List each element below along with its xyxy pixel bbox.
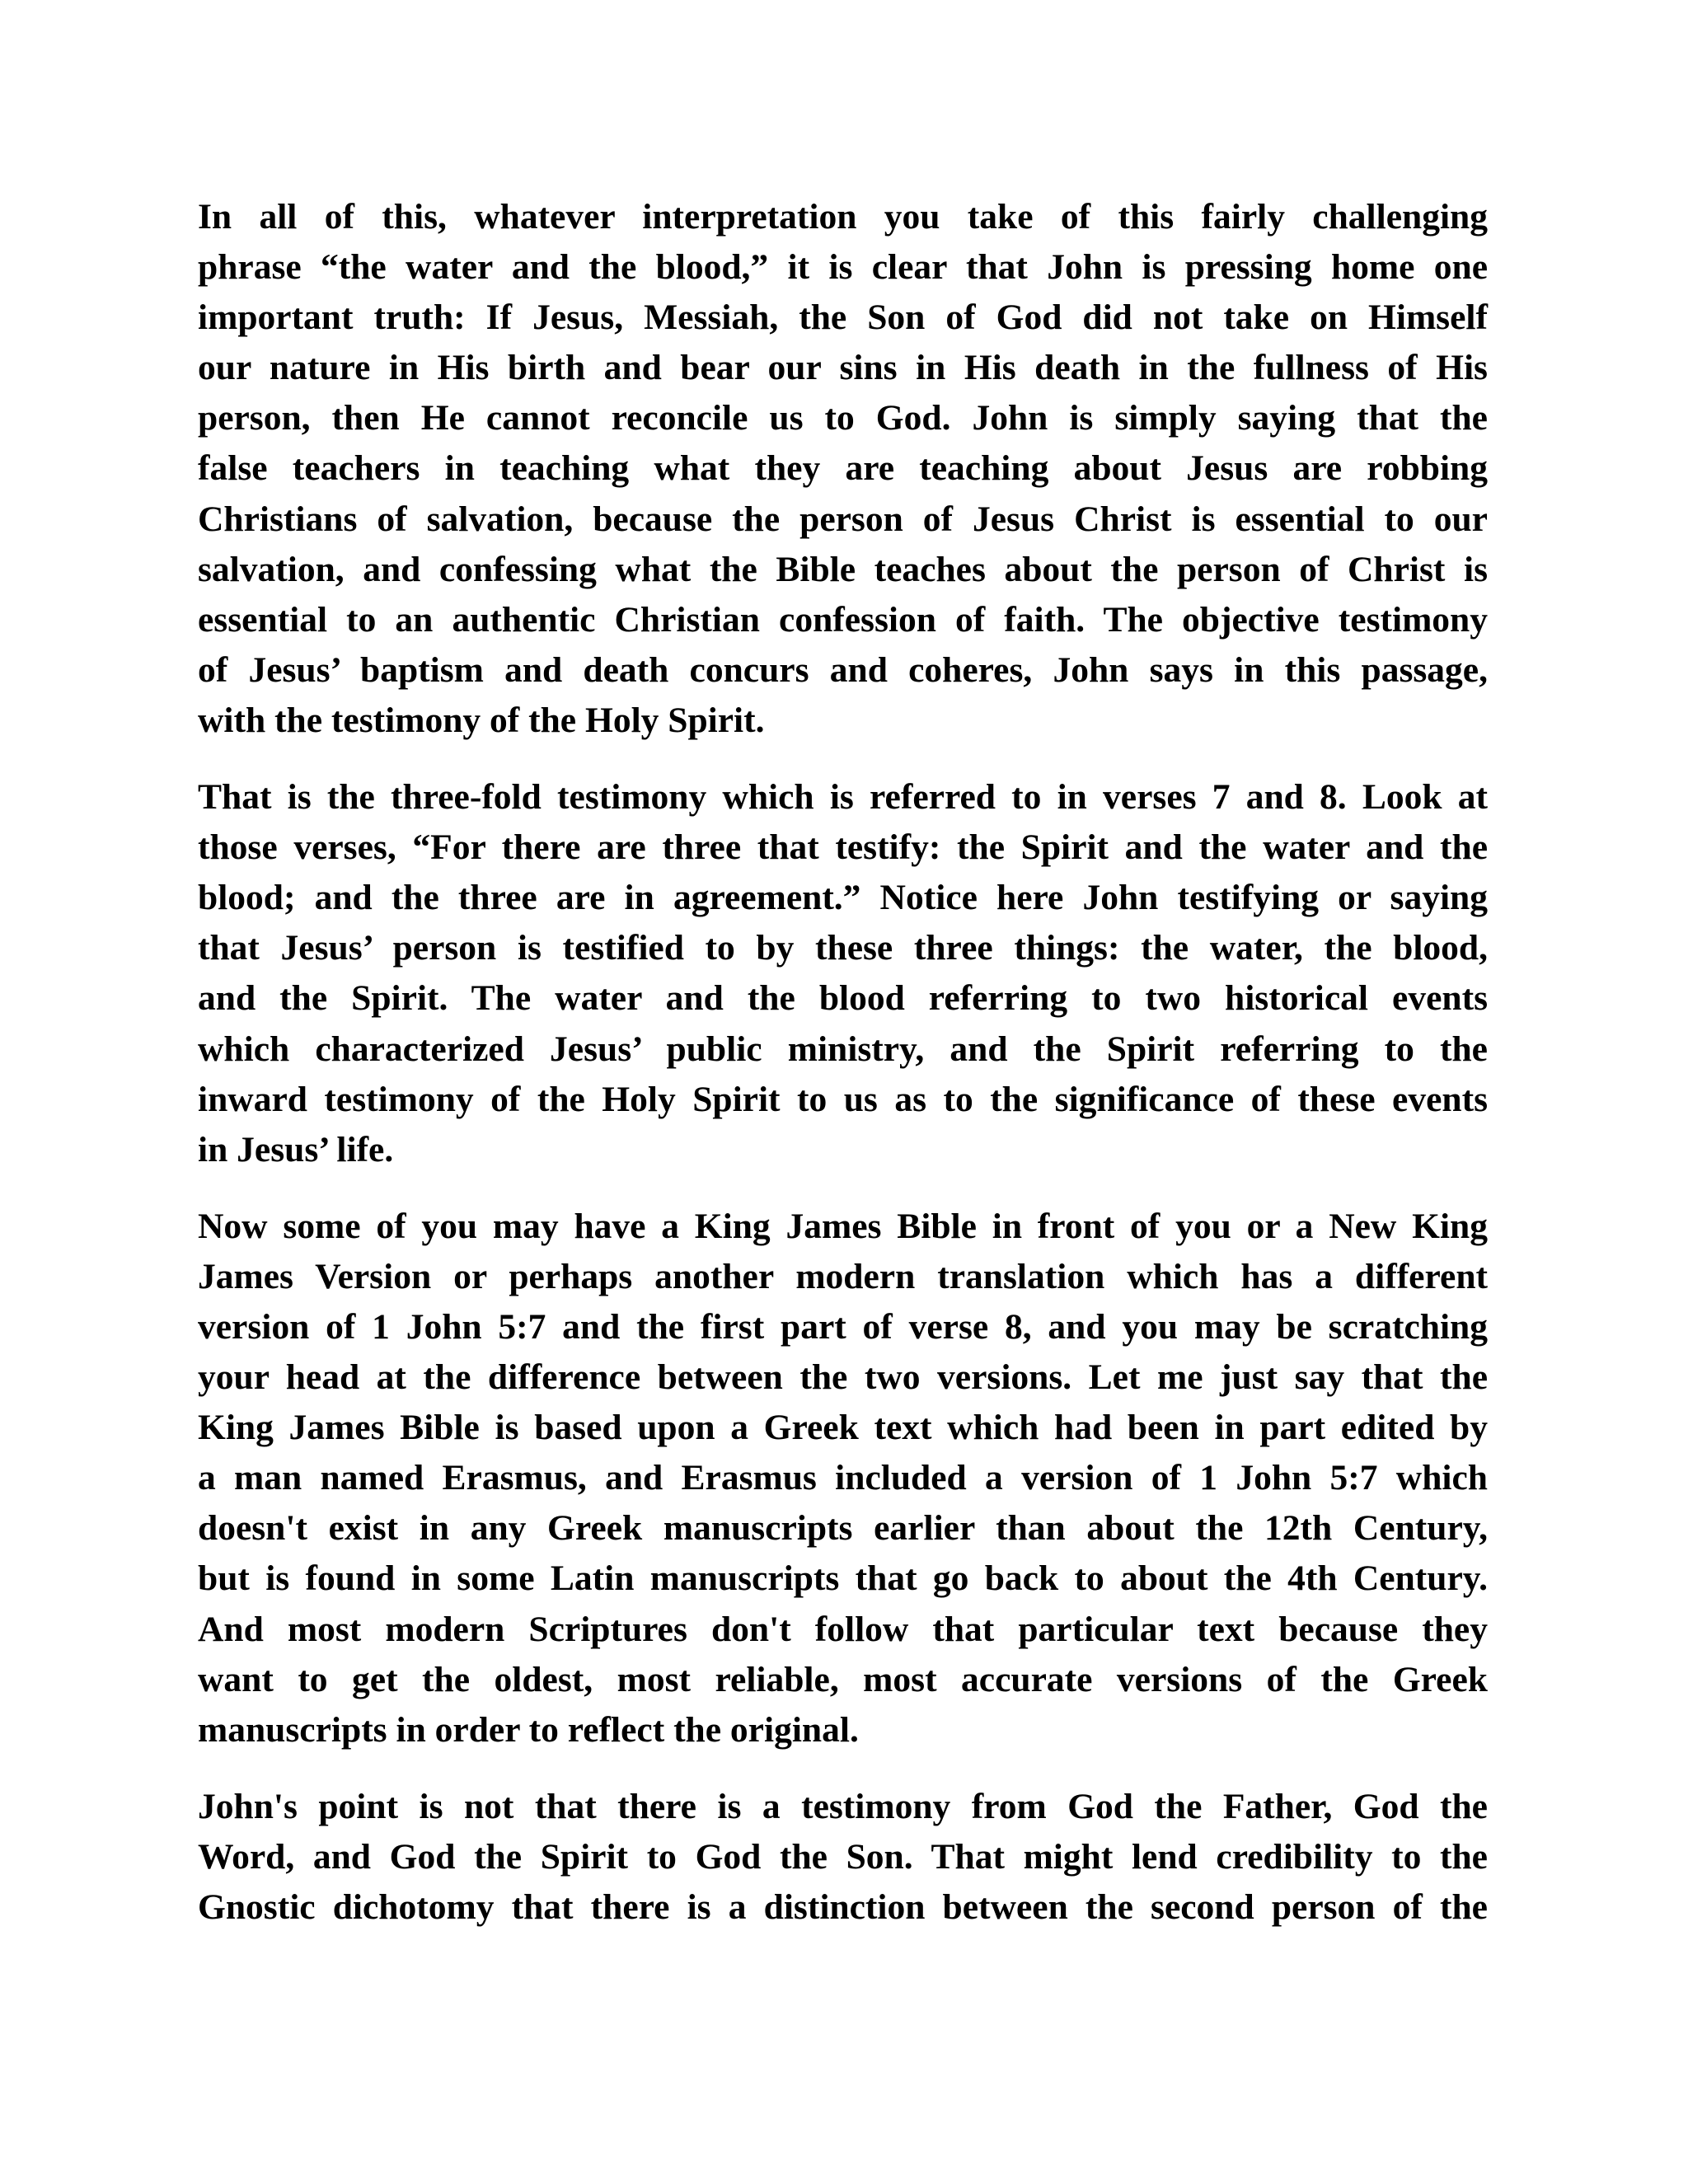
text-line: and the Spirit. The water and the blood referring to two historical events [198,978,1488,1019]
text-line: And most modern Scriptures don't follow that particular text because they [198,1609,1488,1649]
paragraph-3 [198,1202,1488,1755]
text-line: inward testimony of the Holy Spirit to us as to the significance of these events [198,1079,1488,1119]
text-line: important truth: If Jesus, Messiah, the Son of God did not take on Himself [198,298,1488,338]
document-body [198,192,1488,1959]
text-line: Now some of you may have a King James Bible in front of you or a New King [198,1206,1488,1246]
text-line: Christians of salvation, because the person of Jesus Christ is essential to our [198,499,1488,539]
text-line: blood; and the three are in agreement.” Notice here John testifying or saying [198,878,1488,918]
text-line: but is found in some Latin manuscripts that go back to about the 4th Century. [198,1558,1488,1599]
text-line: salvation, and confessing what the Bible teaches about the person of Christ is [198,549,1488,589]
paragraph-4 [198,1782,1488,1933]
text-line: want to get the oldest, most reliable, most accurate versions of the Greek [198,1659,1488,1699]
text-line: Gnostic dichotomy that there is a distinction between the second person of the [198,1887,1488,1927]
text-line: That is the three-fold testimony which is referred to in verses 7 and 8. Look at [198,777,1488,818]
text-line: King James Bible is based upon a Greek text which had been in part edited by [198,1408,1488,1448]
text-line: essential to an authentic Christian confession of faith. The objective testimony [198,599,1488,640]
text-line: in Jesus’ life. [198,1129,394,1169]
text-line: that Jesus’ person is testified to by these three things: the water, the blood, [198,928,1488,968]
text-line: phrase “the water and the blood,” it is clear that John is pressing home one [198,247,1488,288]
text-line: those verses, “For there are three that testify: the Spirit and the water and the [198,827,1488,868]
text-line: Word, and God the Spirit to God the Son. That might lend credibility to the [198,1836,1488,1877]
text-line: person, then He cannot reconcile us to God. John is simply saying that the [198,398,1488,438]
text-line: our nature in His birth and bear our sins in His death in the fullness of His [198,348,1488,388]
text-line: John's point is not that there is a testimony from God the Father, God the [198,1786,1488,1826]
text-line: which characterized Jesus’ public ministry, and the Spirit referring to the [198,1029,1488,1069]
text-line: false teachers in teaching what they are teaching about Jesus are robbing [198,448,1488,489]
text-line: of Jesus’ baptism and death concurs and coheres, John says in this passage, [198,649,1488,690]
text-line: your head at the difference between the two versions. Let me just say that the [198,1357,1488,1398]
paragraph-2 [198,772,1488,1175]
text-line: a man named Erasmus, and Erasmus included a version of 1 John 5:7 which [198,1458,1488,1498]
text-line: version of 1 John 5:7 and the first part of verse 8, and you may be scratching [198,1306,1488,1347]
text-line: James Version or perhaps another modern translation which has a different [198,1256,1488,1296]
text-line: doesn't exist in any Greek manuscripts earlier than about the 12th Century, [198,1508,1488,1549]
text-line: manuscripts in order to reflect the original. [198,1709,859,1750]
text-line: with the testimony of the Holy Spirit. [198,700,765,740]
paragraph-1 [198,192,1488,746]
text-line: In all of this, whatever interpretation you take of this fairly challenging [198,197,1488,237]
